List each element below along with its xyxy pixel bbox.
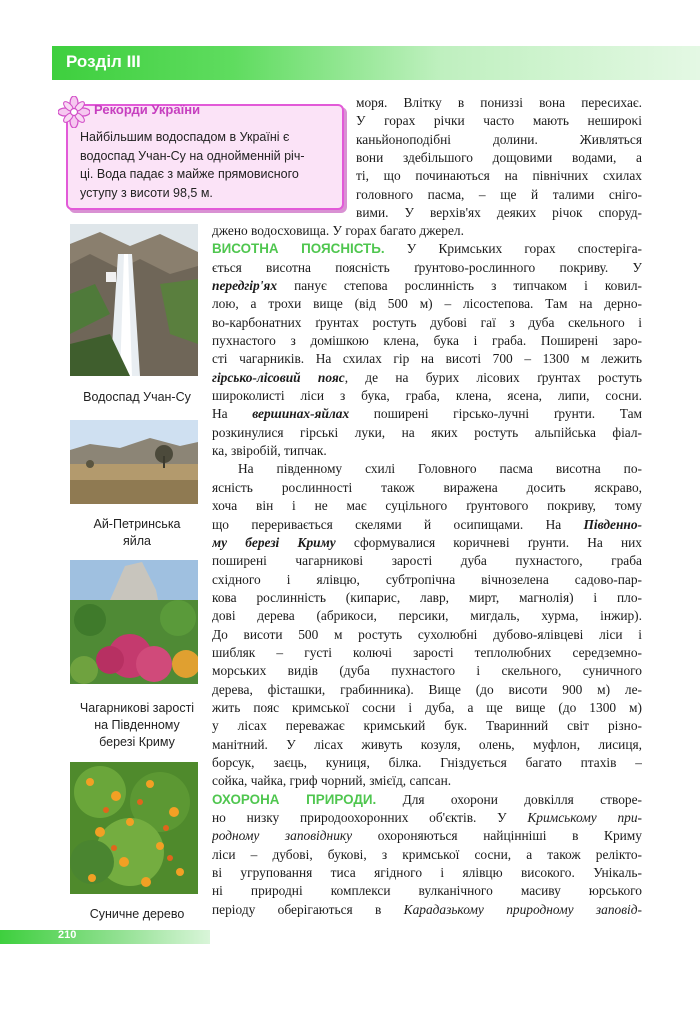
footer-bar	[0, 930, 210, 944]
text-line: родному заповіднику охороняються найцінніші в Криму	[212, 828, 642, 844]
text-line: головного пасма, – ще й талими сніго-	[356, 186, 642, 202]
text-line: жить пояс кримської сосни і дуба, а ще вище (до 1300 м)	[212, 699, 642, 715]
records-text	[80, 128, 338, 202]
records-line: ці. Вода падає з майже прямовисного	[80, 167, 299, 181]
text-line: каньйоноподібні долини. Живляться	[356, 131, 642, 147]
text-line: но низку природоохоронних об'єктів. У Кримському при-	[212, 810, 642, 825]
text-line: ється висотна поясність ґрунтово-рослинного покриву. У	[212, 259, 642, 275]
text-line: шибляк – густі колючі зарості теплолюбних середземно-	[212, 644, 642, 660]
text-line: манітний. У лісах живуть козуля, олень, муфлон, лисиця,	[212, 736, 642, 752]
shrubs-photo	[70, 560, 198, 684]
photo-caption: Чагарникові зарості на Південному березі Криму	[79, 701, 195, 749]
text-line: сойка, чайка, гриф чорний, змієїд, сапсан.	[212, 773, 452, 789]
text-line: широколисті ліси з бука, граба, клена, ясена, липи, сосни.	[212, 388, 642, 404]
text-line: моря. Влітку в пониззі вона пересихає.	[356, 95, 642, 110]
text-line: му березі Криму сформувалися коричневі ґрунти. На них	[212, 534, 642, 550]
text-line: сті чагарників. На схилах гір на висоті 700 – 1300 м лежить	[212, 351, 642, 367]
section-title: Розділ III	[66, 52, 141, 71]
text-line: гірсько-лісовий пояс, де на бурих лісових ґрунтах ростуть	[212, 369, 642, 385]
text-line: дові дерева (абрикоси, персики, мигдаль, хурма, інжир).	[212, 608, 642, 624]
text-line: борсук, заєць, куниця, білка. Гніздується багато птахів –	[212, 754, 642, 770]
text-line: у лісах переважає кримський бук. Тваринний світ різно-	[212, 718, 642, 734]
text-line: До висоти 500 м ростуть сухолюбні дубово-ялівцеві ліси і	[212, 626, 642, 642]
text-line: кова рослинність (кипарис, лавр, мирт, магнолія) і пло-	[212, 589, 642, 605]
text-line: На вершинах-яйлах поширені гірсько-лучні ґрунти. Там	[212, 406, 642, 422]
text-line: східного і ялівцю, субтропічна вічнозелена садово-пар-	[212, 571, 642, 587]
records-line: Найбільшим водоспадом в Україні є	[80, 130, 290, 144]
text-line: джено водосховища. У горах багато джерел.	[212, 223, 464, 238]
text-line: розкинулися гірські луки, на яких ростуть альпійська фіал-	[212, 424, 642, 440]
text-line: ні природні комплекси вулканічного масиву юрського	[212, 883, 642, 899]
narrow-text-column	[356, 94, 642, 222]
text-line: На південному схилі Головного пасма висотна по-	[238, 461, 642, 477]
text-line: ВИСОТНА ПОЯСНІСТЬ. У Кримських горах спостерігa-	[212, 241, 642, 257]
text-line: дерева, фісташки, грабинника). Вище (до висоти 900 м) ле-	[212, 681, 642, 697]
text-line: ві угруповання тиса ягідного і ялівцю високого. Унікаль-	[212, 865, 642, 881]
records-title: Рекорди України	[94, 102, 201, 117]
text-line: во-карбонатних ґрунтах ростуть дубові гаї з дуба скельного і	[212, 314, 642, 330]
text-line: передгір'ях панує степова рослинність з типчаком і ковил-	[212, 278, 642, 294]
yaila-photo	[70, 420, 198, 504]
text-line: періоду оберігаються в Карадазькому природному заповід-	[212, 901, 642, 917]
section-heading-altitudinal-zonation: ВИСОТНА ПОЯСНІСТЬ.	[212, 241, 385, 257]
main-text-column	[212, 222, 642, 919]
text-line: лою, а трохи вище (від 500 м) – лісостепова. Там на дерно-	[212, 296, 642, 312]
text-line: поширені чагарникові зарості дуба пухнастого, граба	[212, 553, 642, 569]
records-line: уступу з висоти 98,5 м.	[80, 185, 213, 200]
text-line: ясність рослинності також виражена досить яскраво,	[212, 479, 642, 495]
text-line: ліси – дубові, букові, з кримської сосни, а також релікто-	[212, 846, 642, 862]
strawberry-tree-photo	[70, 762, 198, 894]
waterfall-photo	[70, 224, 198, 376]
text-line: ОХОРОНА ПРИРОДИ. Для охорони довкілля створе-	[212, 791, 642, 807]
photo-caption: Водоспад Учан-Су	[83, 390, 191, 404]
section-header-bar	[52, 46, 700, 80]
text-line: що переривається скелями й осипищами. На Південно-	[212, 516, 642, 532]
photo-caption: Ай-Петринська яйла	[93, 517, 181, 548]
text-line: вими. У верхів'ях деяких річок споруд-	[356, 205, 642, 221]
records-line: водоспад Учан-Су на однойменній річ-	[80, 148, 305, 163]
text-line: У горах річки часто мають нешироκі	[356, 113, 642, 129]
text-line: ка, звіробій, типчак.	[212, 443, 327, 459]
text-line: пухнастого з домішкою клена, бука і граба. Поширені заро-	[212, 333, 642, 349]
page-number: 210	[58, 929, 77, 941]
text-line: морських видів (дуба пухнастого і скельного, суничного	[212, 663, 642, 679]
photo-caption: Суничне дерево	[89, 907, 185, 921]
section-heading-nature-protection: ОХОРОНА ПРИРОДИ.	[212, 791, 377, 807]
flower-icon	[58, 96, 90, 128]
text-line: вони здебільшого дощовими водами, а	[356, 150, 642, 166]
text-line: ті, що починаються на північних схилах	[356, 168, 642, 184]
text-line: хоча він і не має суцільного ґрунтового покриву, тому	[212, 498, 642, 514]
